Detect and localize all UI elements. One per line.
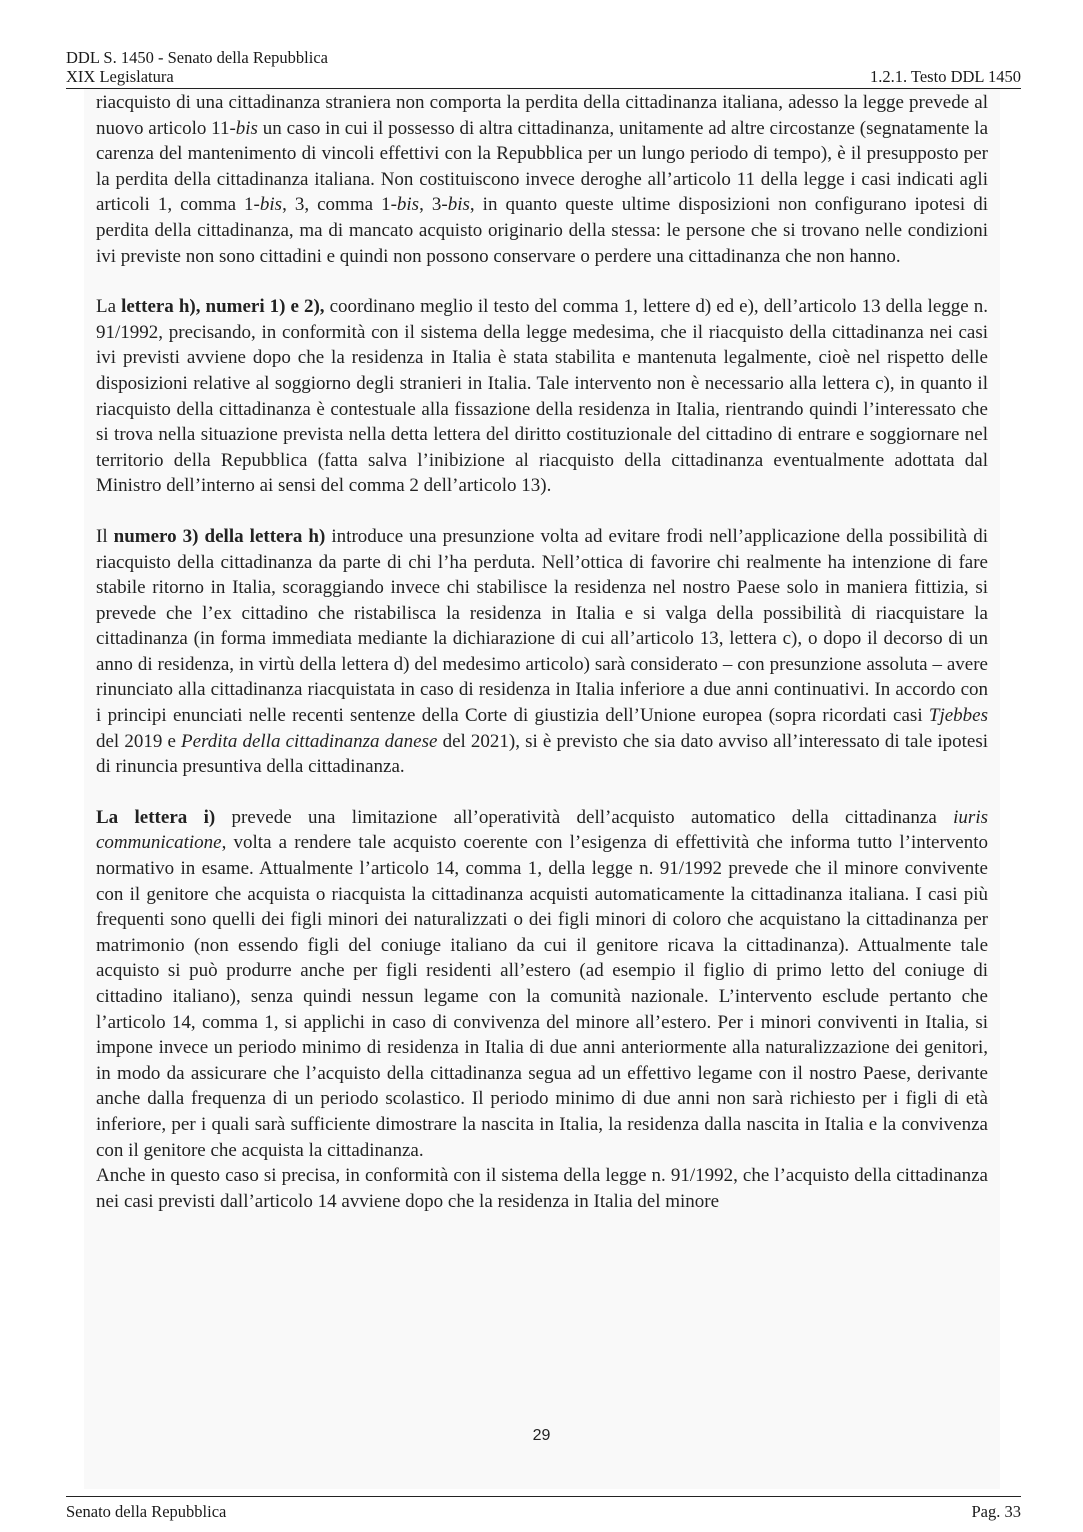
text-run: , 3- [419,194,448,216]
italic-run: Perdita della cittadinanza danese [181,730,438,752]
text-run: del 2021), si è previsto che sia dato avviso all’interessato di tale ipotesi di rinuncia presuntiva della cittadinanza. [96,730,988,778]
paragraph-4 [96,805,988,1163]
text-run: prevede una limitazione all’operatività dell’acquisto automatico della cittadinanza [215,806,954,828]
header-row [66,67,1021,86]
text-run: La [96,296,122,318]
text-run: coordinano meglio il testo del comma 1, lettere d) ed e), dell’articolo 13 della legge n. 91/1992, precisando, in conformità con il sistema della legge medesima, che il riacquisto della cittadinanza nei casi ivi previsti avviene dopo che la residenza in Italia è stata stabilita e mantenuta legalmente, cioè nel rispetto delle disposizioni relative al soggiorno degli stranieri in Italia. Tale intervento non è necessario alla lettera c), in quanto il riacquisto della cittadinanza è contestuale alla fissazione della residenza in Italia, rientrando quindi l’interessato che si trova nella situazione prevista nella detta lettera del diritto costituzionale del cittadino di entrare e soggiornare nel territorio della Repubblica (fatta salva l’inibizione al riacquisto della cittadinanza eventualmente adottata dal Ministro dell’interno ai sensi del comma 2 dell’articolo 13). [96,296,988,497]
paragraph-3 [96,524,988,780]
page-number: 29 [532,1427,551,1444]
page-header [66,48,1021,86]
bold-run: La lettera i) [96,806,216,828]
paragraph-2 [96,294,988,499]
italic-run: bis [447,194,470,216]
section-label: 1.2.1. Testo DDL 1450 [869,67,1021,86]
bold-run: numero 3) della lettera h) [113,525,326,547]
footer-divider [66,1496,1021,1497]
italic-run: Tjebbes [928,705,988,727]
footer-publisher: Senato della Repubblica [66,1502,227,1521]
paragraph-1 [96,90,988,269]
legislature-label: XIX Legislatura [66,67,174,86]
document-body [96,90,988,1214]
page-footer [66,1502,1021,1522]
footer-page-label: Pag. 33 [971,1502,1021,1521]
bold-run: lettera h), numeri 1) e 2), [121,296,325,318]
italic-run: iuris communicatione [96,806,988,854]
text-run: introduce una presunzione volta ad evitare frodi nell’applicazione della possibilità di riacquisto della cittadinanza da parte di chi l’ha perduta. Nell’ottica di favorire chi realmente ha intenzione di fare stabile ritorno in Italia, scoraggiando invece chi stabilisce la residenza nel nostro Paese solo in maniera fittizia, si prevede che l’ex cittadino che ristabilisca la residenza in Italia e si valga della possibilità di riacquistare la cittadinanza (in forma immediata mediante la dichiarazione di cui all’articolo 13, lettera c), o dopo il decorso di un anno di residenza, in virtù della lettera d) del medesimo articolo) sarà considerato – con presunzione assoluta – avere rinunciato alla cittadinanza riacquistata in caso di residenza in Italia inferiore a due anni continuativi. In accordo con i principi enunciati nelle recenti sentenze della Corte di giustizia dell’Unione europea (sopra ricordati casi [96,525,988,727]
text-run: un caso in cui il possesso di altra cittadinanza, unitamente ad altre circostanze (segnatamente la carenza del mantenimento di vincoli effettivi con la Repubblica per un lungo periodo di tempo), è il presupposto per la perdita della cittadinanza italiana. Non costituiscono invece deroghe all’articolo 11 della legge i casi indicati agli articoli 1, comma 1- [96,117,988,216]
text-run: , volta a rendere tale acquisto coerente con l’esigenza di effettività che informa tutto l’intervento normativo in esame. Attualmente l’articolo 14, comma 1, della legge n. 91/1992 prevede che il minore convivente con il genitore che acquista o riacquista la cittadinanza acquisti automaticamente la cittadinanza italiana. I casi più frequenti sono quelli dei figli minori dei naturalizzati o dei figli minori di coloro che acquistano la cittadinanza per matrimonio (non essendo figli del coniuge italiano da cui il genitore ricava la cittadinanza). Attualmente tale acquisto si può produrre anche per figli residenti all’estero (ad esempio il figlio di primo letto del coniuge di cittadino italiano), senza quindi nessun legame con la comunità nazionale. L’intervento esclude pertanto che l’articolo 14, comma 1, si applichi in caso di convivenza del minore all’estero. Per i minori conviventi in Italia, si impone invece un periodo minimo di residenza in Italia di due anni anteriormente alla naturalizzazione dei genitori, in modo da assicurare che l’acquisto della cittadinanza segua ad un effettivo legame con il nostro Paese, derivante anche dalla frequenza di un periodo scolastico. Il periodo minimo di due anni non sarà richiesto per i figli di età inferiore, per i quali sarà sufficiente dimostrare la nascita in Italia, la residenza dalla nascita in Italia e la convivenza con il genitore che acquista la cittadinanza. [96,832,988,1161]
text-run: , 3, comma 1- [282,194,397,216]
document-title: DDL S. 1450 - Senato della Repubblica [66,48,328,67]
text-run: Il [96,525,114,547]
italic-run: bis [396,194,420,216]
italic-run: bis [259,194,283,216]
italic-run: bis [235,117,258,139]
paragraph-5: Anche in questo caso si precisa, in conformità con il sistema della legge n. 91/1992, che l’acquisto della cittadinanza nei casi previsti dall’articolo 14 avviene dopo che la residenza in Italia del minore [96,1165,988,1212]
text-run: del 2019 e [96,730,182,752]
text-run: riacquisto di una cittadinanza straniera non comporta la perdita della cittadinanza italiana, adesso la legge prevede al nuovo articolo 11- [96,92,988,139]
text-run: , in quanto queste ultime disposizioni non configurano ipotesi di perdita della cittadinanza, ma di mancato acquisto originario della stessa: le persone che si trovano nelle condizioni ivi previste non sono cittadini e quindi non possono conservare o perdere una cittadinanza che non hanno. [96,194,989,267]
